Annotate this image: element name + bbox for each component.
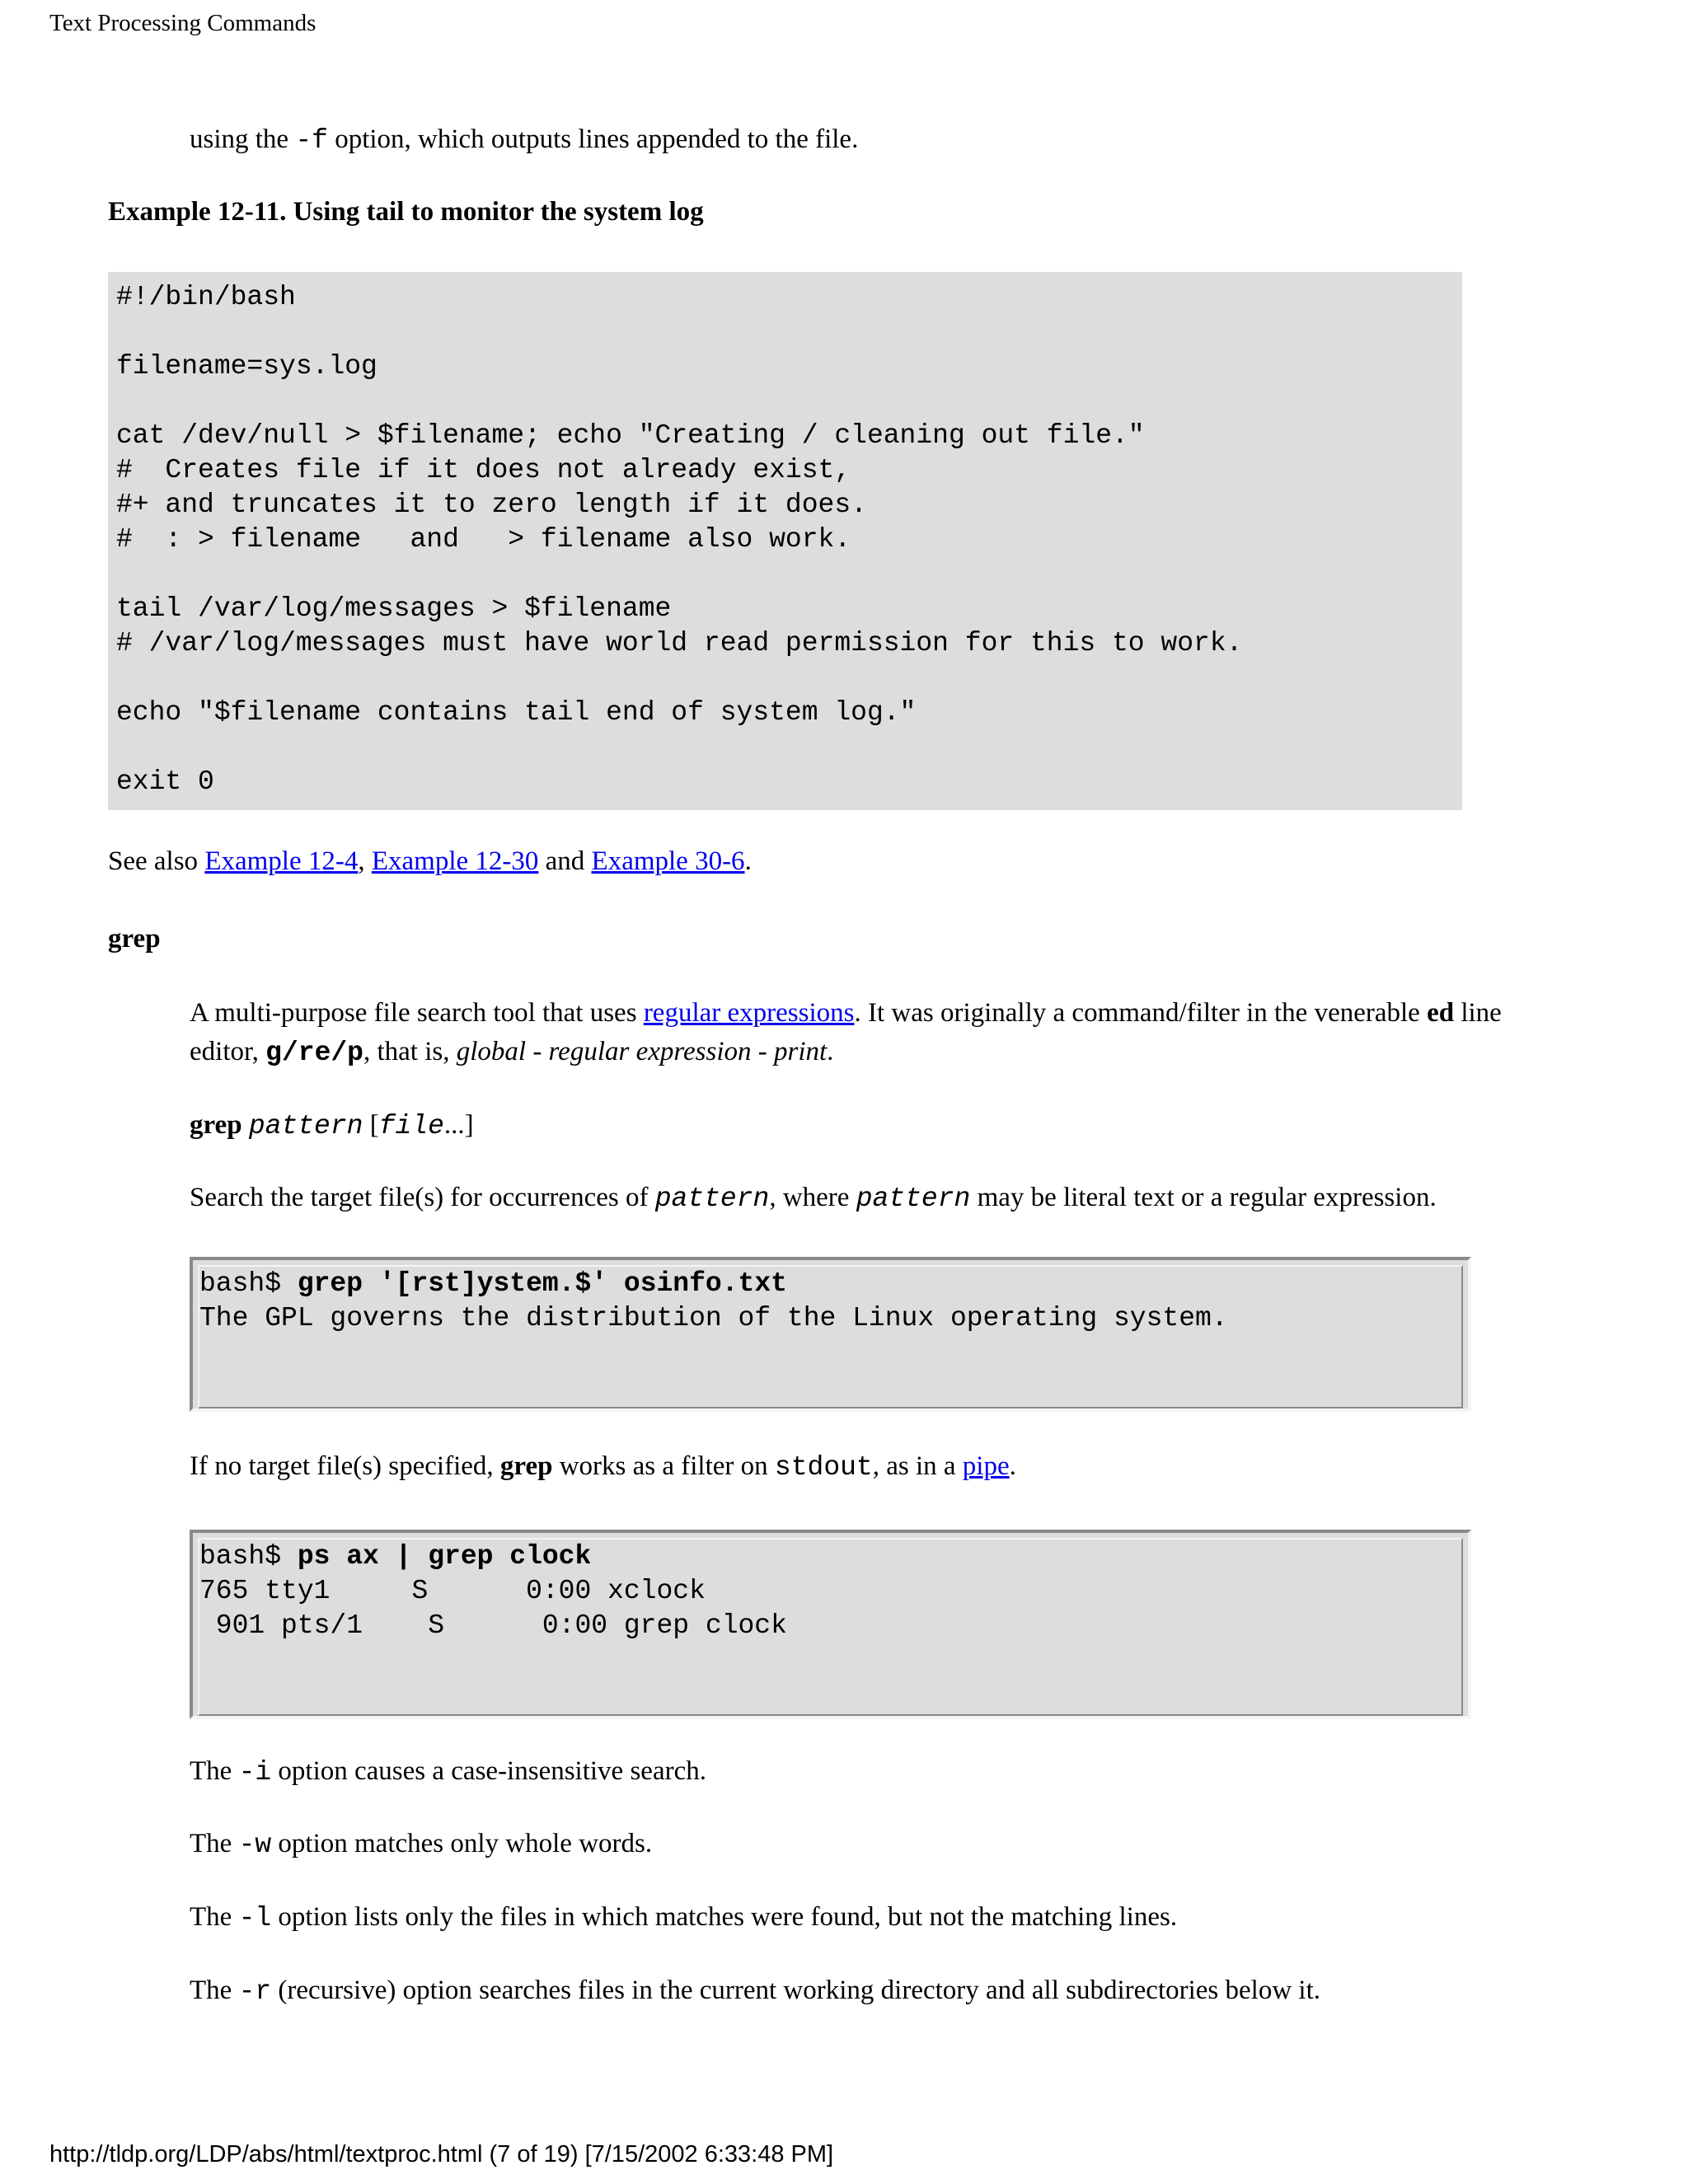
link-example-30-6[interactable]: Example 30-6	[591, 846, 745, 876]
see-also-sep1: ,	[358, 846, 372, 876]
grep-desc-3: line editor,	[190, 998, 1502, 1066]
screen-1-command: grep '[rst]ystem.$' osinfo.txt	[297, 1268, 787, 1299]
grep-syntax-close: ...]	[443, 1110, 474, 1140]
intro-text-before: using the	[190, 124, 296, 154]
grep-desc-ed: ed	[1427, 998, 1455, 1028]
option-w-paragraph	[190, 1825, 652, 1865]
page-header: Text Processing Commands	[49, 10, 316, 36]
intro-text-after: option, which outputs lines appended to the file.	[327, 124, 859, 154]
grep-filter-2: works as a filter on	[552, 1451, 775, 1481]
option-i-pre: The	[190, 1756, 239, 1786]
grep-search-paragraph	[190, 1179, 1437, 1219]
screen-block-grep-osinfo	[190, 1257, 1471, 1412]
grep-filter-grep: grep	[499, 1451, 553, 1481]
screen-1-content	[199, 1267, 1461, 1336]
option-w-post: option matches only whole words.	[271, 1829, 653, 1858]
grep-syntax	[190, 1106, 474, 1146]
grep-desc-2: . It was originally a command/filter in the venerable	[854, 998, 1428, 1028]
option-r-pre: The	[190, 1975, 239, 2005]
screen-inner-1	[198, 1265, 1463, 1408]
see-also-suffix: .	[744, 846, 752, 876]
page-footer: http://tldp.org/LDP/abs/html/textproc.html (7 of 19) [7/15/2002 6:33:48 PM]	[49, 2141, 834, 2168]
grep-desc-4: , that is,	[363, 1036, 457, 1066]
grep-syntax-file: file	[378, 1111, 444, 1141]
screen-2-command: ps ax | grep clock	[297, 1541, 592, 1572]
screen-2-prompt: bash$	[199, 1541, 298, 1572]
link-example-12-4[interactable]: Example 12-4	[204, 846, 359, 876]
grep-syntax-cmd: grep	[190, 1110, 242, 1140]
example-title: Example 12-11. Using tail to monitor the system log	[108, 197, 704, 227]
grep-filter-4: .	[1009, 1451, 1016, 1481]
grep-description	[190, 994, 1574, 1073]
intro-option: -f	[295, 125, 328, 156]
option-i-flag: -i	[238, 1757, 272, 1788]
intro-paragraph	[190, 120, 858, 161]
option-w-flag: -w	[238, 1830, 272, 1860]
grep-filter-1: If no target file(s) specified,	[190, 1451, 500, 1481]
grep-search-pattern-1: pattern	[654, 1183, 770, 1214]
option-l-post: option lists only the files in which matches were found, but not the matching lines.	[271, 1902, 1178, 1932]
option-l-flag: -l	[238, 1903, 272, 1933]
grep-search-1: Search the target file(s) for occurrences of	[190, 1183, 655, 1212]
see-also-sep2: and	[538, 846, 592, 876]
grep-syntax-pattern: pattern	[248, 1111, 363, 1141]
grep-syntax-open: [	[363, 1110, 379, 1140]
option-r-flag: -r	[238, 1976, 272, 2007]
grep-filter-stdout: stdout	[774, 1452, 873, 1483]
example-code-block	[108, 272, 1462, 810]
grep-search-pattern-2: pattern	[856, 1183, 971, 1214]
see-also-paragraph	[108, 842, 752, 881]
option-r-paragraph	[190, 1971, 1320, 2012]
see-also-prefix: See also	[108, 846, 205, 876]
grep-search-2: , where	[769, 1183, 856, 1212]
screen-2-output: 765 tty1 S 0:00 xclock 901 pts/1 S 0:00 grep clock	[199, 1576, 787, 1641]
grep-desc-5: .	[827, 1036, 834, 1066]
link-example-12-30[interactable]: Example 12-30	[371, 846, 539, 876]
option-l-pre: The	[190, 1902, 239, 1932]
link-pipe[interactable]: pipe	[962, 1451, 1010, 1481]
screen-block-ps-grep	[190, 1530, 1471, 1719]
example-code: #!/bin/bash filename=sys.log cat /dev/null > $filename; echo "Creating / cleaning out file." # Creates file if it does not already exist, #+ and truncates it to zero length if it does. # : > filename and > filename also work. tail /var/log/messages > $filename # /var/log/messages must have world read permission for this to work. echo "$filename contains tail end of system log." exit 0	[116, 282, 1243, 797]
screen-1-output: The GPL governs the distribution of the Linux operating system.	[199, 1303, 1228, 1333]
link-regular-expressions[interactable]: regular expressions	[643, 998, 855, 1028]
option-w-pre: The	[190, 1829, 239, 1858]
grep-search-3: may be literal text or a regular expression.	[970, 1183, 1437, 1212]
screen-2-content	[199, 1540, 1461, 1643]
screen-inner-2	[198, 1538, 1463, 1716]
grep-filter-3: , as in a	[872, 1451, 963, 1481]
option-i-post: option causes a case-insensitive search.	[271, 1756, 706, 1786]
grep-filter-paragraph	[190, 1447, 1016, 1488]
option-r-post: (recursive) option searches files in the current working directory and all subdirectories below it.	[271, 1975, 1320, 2005]
grep-desc-gre: g/re/p	[265, 1037, 363, 1068]
grep-term: grep	[108, 924, 161, 954]
grep-desc-em: global - regular expression - print	[456, 1036, 828, 1066]
option-i-paragraph	[190, 1752, 706, 1793]
option-l-paragraph	[190, 1898, 1177, 1938]
screen-1-prompt: bash$	[199, 1268, 298, 1299]
grep-desc-1: A multi-purpose file search tool that uses	[190, 998, 644, 1028]
